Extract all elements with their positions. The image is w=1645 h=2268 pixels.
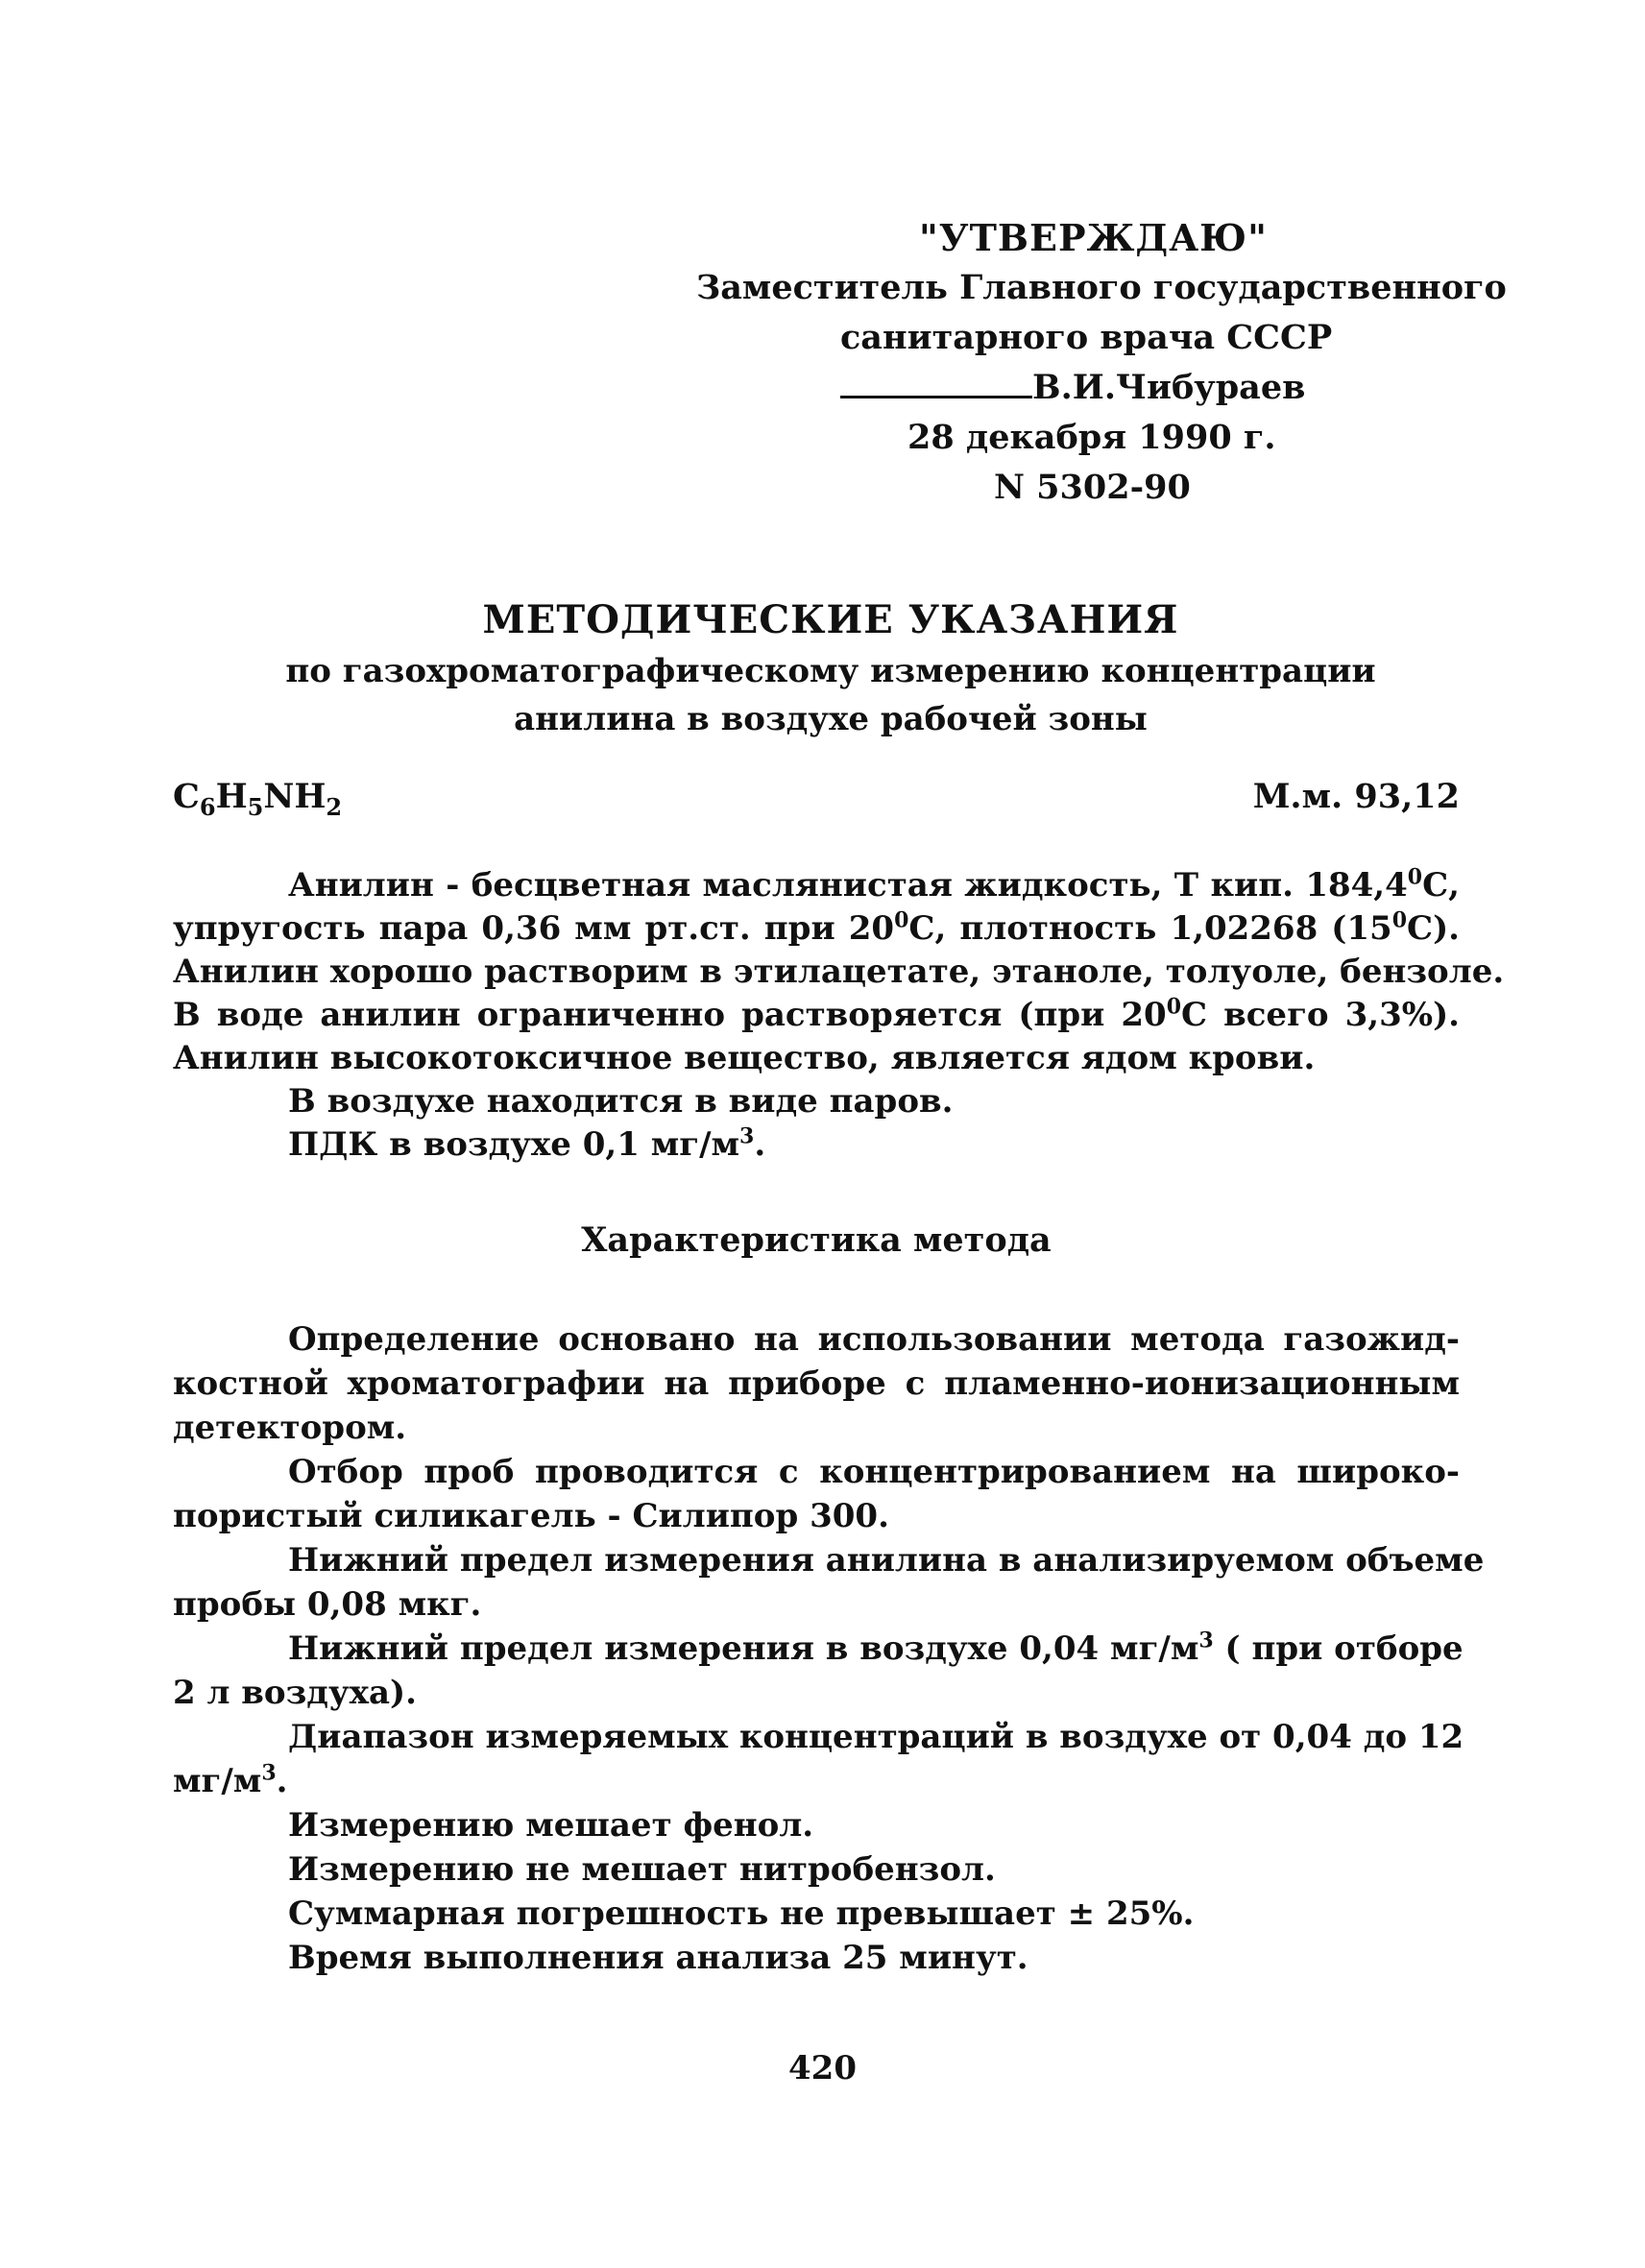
method-line: костной хроматографии на приборе с пламенно-ионизационным [173, 1364, 1460, 1403]
description-line: ПДК в воздухе 0,1 $мг/м^3$. [288, 1123, 766, 1164]
approval-block [687, 213, 1507, 513]
document-title [173, 593, 1488, 743]
method-paragraphs [173, 1317, 1485, 1980]
method-line: пробы 0,08 мкг. [173, 1585, 482, 1624]
method-line: Определение основано на использовании метода газожид- [288, 1320, 1460, 1359]
description-line: Анилин высокотоксичное вещество, является ядом крови. [173, 1039, 1316, 1077]
formula-nh-sub: 2 [326, 793, 343, 821]
section-heading: Характеристика метода [581, 1220, 1052, 1260]
method-line: Нижний предел измерения анилина в анализируемом объеме [288, 1541, 1485, 1580]
method-line: Диапазон измеряемых концентраций в воздухе от 0,04 до 12 [288, 1718, 1464, 1756]
approval-number: N 5302-90 [994, 468, 1191, 507]
formula-nh: NH [263, 777, 327, 816]
chemical-formula [173, 774, 342, 831]
method-line: пористый силикагель - Силипор 300. [173, 1497, 889, 1535]
formula-c-sub: 6 [199, 793, 216, 821]
molecular-mass: М.м. 93,12 [1252, 777, 1460, 816]
signature-line [687, 363, 1484, 413]
approval-date: 28 декабря 1990 г. [907, 418, 1276, 457]
description-line: Анилин - бесцветная маслянистая жидкость, Т кип. 184,4$^0$С, [288, 864, 1460, 905]
signature-name: В.И.Чибураев [1032, 368, 1306, 407]
approval-heading: "УТВЕРЖДАЮ" [919, 216, 1268, 259]
method-line: Суммарная погрешность не превышает ± 25%. [288, 1894, 1195, 1933]
description-line: В воздухе находится в виде паров. [288, 1082, 954, 1121]
method-line: Время выполнения анализа 25 минут. [288, 1939, 1028, 1977]
description-line: Анилин хорошо растворим в этилацетате, этаноле, толуоле, бензоле. [173, 953, 1505, 991]
page-number: 420 [788, 2049, 857, 2087]
method-line: Измерению не мешает нитробензол. [288, 1850, 996, 1889]
approval-position-line2: санитарного врача СССР [840, 318, 1333, 357]
method-line: детектором. [173, 1409, 407, 1447]
description-line: упругость пара 0,36 мм рт.ст. при $20^0С$, плотность 1,02268 $(15^0С)$. [173, 907, 1461, 948]
title-sub-line1: по газохроматографическому измерению концентрации [285, 652, 1376, 690]
method-line: $мг/м^3$. [173, 1760, 288, 1800]
method-line: Отбор проб проводится с концентрированием на широко- [288, 1453, 1460, 1491]
method-line: 2 л воздуха). [173, 1674, 417, 1712]
description-paragraph [173, 864, 1505, 1167]
formula-h-sub: 5 [247, 793, 264, 821]
title-main: МЕТОДИЧЕСКИЕ УКАЗАНИЯ [482, 597, 1179, 642]
title-sub-line2: анилина в воздухе рабочей зоны [514, 700, 1148, 738]
method-line: Измерению мешает фенол. [288, 1806, 814, 1845]
signature-blank [840, 365, 1032, 398]
formula-h: H [215, 777, 248, 816]
formula-c: C [173, 777, 200, 816]
method-line: Нижний предел измерения в воздухе 0,04 $мг/м^3$ ( при отборе [288, 1628, 1464, 1668]
approval-position-line1: Заместитель Главного государственного [696, 268, 1507, 307]
description-line: В воде анилин ограниченно растворяется (при $20^0С$ всего 3,3%). [173, 994, 1460, 1034]
